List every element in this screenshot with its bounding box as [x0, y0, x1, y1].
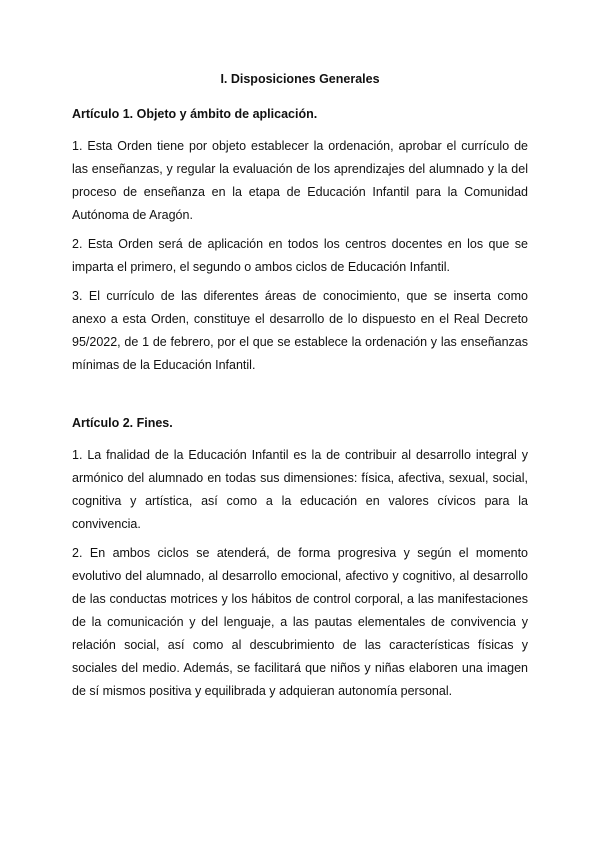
document-page [72, 70, 528, 709]
article-1-paragraph-2: 2. Esta Orden será de aplicación en todos los centros docentes en los que se imparta el primero, el segundo o ambos ciclos de Educación Infantil. [72, 237, 528, 274]
article-spacer [72, 383, 528, 414]
article-2-paragraph-1: 1. La fnalidad de la Educación Infantil es la de contribuir al desarrollo integral y armónico del alumnado en todas sus dimensiones: física, afectiva, sexual, social, cognitiva y artística, así como a la educación en valores cívicos para la convivencia. [72, 448, 528, 531]
article-1-paragraph-3: 3. El currículo de las diferentes áreas de conocimiento, que se inserta como anexo a esta Orden, constituye el desarrollo de lo dispuesto en el Real Decreto 95/2022, de 1 de febrero, por el que se establece la ordenación y las enseñanzas mínimas de la Educación Infantil. [72, 289, 528, 372]
article-1 [72, 105, 528, 377]
article-2 [72, 414, 528, 703]
article-2-title: Artículo 2. Fines. [72, 416, 173, 430]
article-2-paragraph-2: 2. En ambos ciclos se atenderá, de forma progresiva y según el momento evolutivo del alumnado, al desarrollo emocional, afectivo y cognitivo, al desarrollo de las conductas motrices y los hábitos de control corporal, a las manifestaciones de la comunicación y del lenguaje, a las pautas elementales de convivencia y relación social, así como al descubrimiento de las características físicas y sociales del medio. Además, se facilitará que niños y niñas elaboren una imagen de sí mismos positiva y equilibrada y adquieran autonomía personal. [72, 546, 528, 698]
section-title: I. Disposiciones Generales [220, 72, 380, 86]
article-1-paragraph-1: 1. Esta Orden tiene por objeto establecer la ordenación, aprobar el currículo de las enseñanzas, y regular la evaluación de los aprendizajes del alumnado y la del proceso de enseñanza en la etapa de Educación Infantil para la Comunidad Autónoma de Aragón. [72, 139, 528, 222]
article-1-title: Artículo 1. Objeto y ámbito de aplicación. [72, 107, 318, 121]
